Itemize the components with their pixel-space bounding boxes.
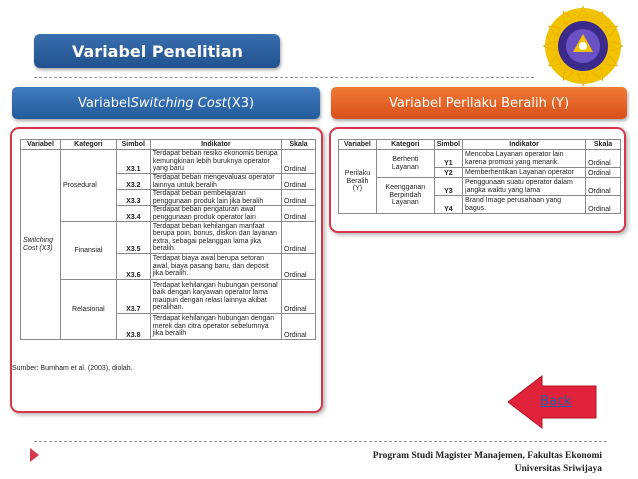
header-right-text: Variabel Perilaku Beralih (Y): [388, 95, 570, 111]
header-left-suffix: (X3): [226, 95, 255, 111]
variable-cell: [21, 150, 61, 340]
indicator-cell: Mencoba Layanan operator lain karena promosi yang menarik.: [463, 150, 586, 168]
source-note: Sumber: Burnham et al. (2003), diolah.: [12, 365, 133, 372]
category-berhenti: Berhenti Layanan: [376, 150, 434, 178]
col-indikator: Indikator: [150, 140, 281, 150]
variable-cell: Perilaku Beralih (Y): [339, 150, 377, 214]
symbol-cell: X3.5: [116, 222, 150, 254]
scale-cell: Ordinal: [586, 168, 621, 178]
variable-italic: Switching: [23, 237, 53, 244]
indicator-cell: Penggunaan suatu operator dalam jangka waktu yang lama: [463, 178, 586, 196]
symbol-cell: X3.4: [116, 206, 150, 222]
table-row: [21, 222, 316, 254]
col-kategori: Kategori: [60, 140, 116, 150]
table-header-row: [339, 140, 621, 150]
symbol-cell: X3.3: [116, 190, 150, 206]
indicator-cell: Terdapat kehilangan hubungan personal baik dengan karyawan operator lama maupun dengan relasi lainnya akibat peralihan.: [150, 280, 281, 314]
indicator-cell: Terdapat beban pengaturan awal penggunaan produk operator lain: [150, 206, 281, 222]
symbol-cell: Y2: [434, 168, 462, 178]
symbol-cell: Y3: [434, 178, 462, 196]
symbol-cell: X3.6: [116, 254, 150, 280]
col-variabel: Variabel: [21, 140, 61, 150]
symbol-cell: X3.1: [116, 150, 150, 174]
table-row: [339, 178, 621, 196]
indicator-cell: Terdapat beban mengevaluasi operator lainnya untuk beralih: [150, 174, 281, 190]
header-left-italic: Switching Cost: [130, 95, 227, 111]
indicator-cell: Terdapat biaya awal berupa setoran awal, biaya pasang baru, dan deposit jika beralih.: [150, 254, 281, 280]
symbol-cell: Y4: [434, 196, 462, 214]
col-simbol: Simbol: [116, 140, 150, 150]
symbol-cell: X3.7: [116, 280, 150, 314]
perilaku-beralih-table: [338, 139, 621, 214]
table-row: [21, 280, 316, 314]
footer-line1: Program Studi Magister Manajemen, Fakultas Ekonomi: [372, 451, 602, 461]
indicator-cell: Terdapat beban resiko ekonomis berupa kemungkinan lebih buruknya operator yang baru: [150, 150, 281, 174]
indicator-cell: Brand Image perusahaan yang bagus.: [463, 196, 586, 214]
scale-cell: Ordinal: [282, 280, 316, 314]
symbol-cell: Y1: [434, 150, 462, 168]
table-row: [339, 150, 621, 168]
header-left-prefix: Variabel: [77, 95, 131, 111]
slide-title: [34, 34, 280, 68]
footer: [330, 450, 602, 476]
indicator-cell: Terdapat beban kehilangan manfaat berupa poin, bonus, diskon dan layanan extra, sebagai pelanggan lama jika beralih.: [150, 222, 281, 254]
indicator-cell: Terdapat kehilangan hubungan dengan merek dan citra operator sebelumnya jika beralih: [150, 314, 281, 340]
scale-cell: Ordinal: [282, 150, 316, 174]
footer-divider: [34, 441, 607, 442]
category-keengganan: Keengganan Berpindah Layanan: [376, 178, 434, 214]
col-skala: Skala: [586, 140, 621, 150]
col-simbol: Simbol: [434, 140, 462, 150]
category-finansial: Finansial: [60, 222, 116, 280]
category-relasional: Relasional: [60, 280, 116, 340]
symbol-cell: X3.2: [116, 174, 150, 190]
header-switching-cost: [12, 87, 320, 119]
col-indikator: Indikator: [463, 140, 586, 150]
back-link[interactable]: Back: [540, 394, 572, 409]
scale-cell: Ordinal: [282, 206, 316, 222]
category-prosedural: Prosedural: [60, 150, 116, 222]
table-header-row: [21, 140, 316, 150]
col-variabel: Variabel: [339, 140, 377, 150]
switching-cost-table: [20, 139, 316, 340]
symbol-cell: X3.8: [116, 314, 150, 340]
variable-rest: Cost (X3): [23, 244, 53, 252]
slide-title-text: Variabel Penelitian: [72, 41, 243, 61]
university-logo-icon: [543, 6, 623, 86]
footer-arrow-icon: [30, 448, 39, 462]
scale-cell: Ordinal: [282, 174, 316, 190]
footer-line2: Universitas Sriwijaya: [514, 464, 602, 474]
indicator-cell: Terdapat beban pembelajaran penggunaan produk lain jika beralih: [150, 190, 281, 206]
table-row: [21, 150, 316, 174]
title-divider: [34, 77, 534, 78]
scale-cell: Ordinal: [586, 150, 621, 168]
col-skala: Skala: [282, 140, 316, 150]
perilaku-beralih-panel: [329, 127, 626, 233]
scale-cell: Ordinal: [282, 254, 316, 280]
indicator-cell: Memberhentikan Layanan operator: [463, 168, 586, 178]
scale-cell: Ordinal: [282, 314, 316, 340]
col-kategori: Kategori: [376, 140, 434, 150]
scale-cell: Ordinal: [282, 190, 316, 206]
scale-cell: Ordinal: [282, 222, 316, 254]
scale-cell: Ordinal: [586, 178, 621, 196]
scale-cell: Ordinal: [586, 196, 621, 214]
header-perilaku-beralih: [331, 87, 627, 119]
